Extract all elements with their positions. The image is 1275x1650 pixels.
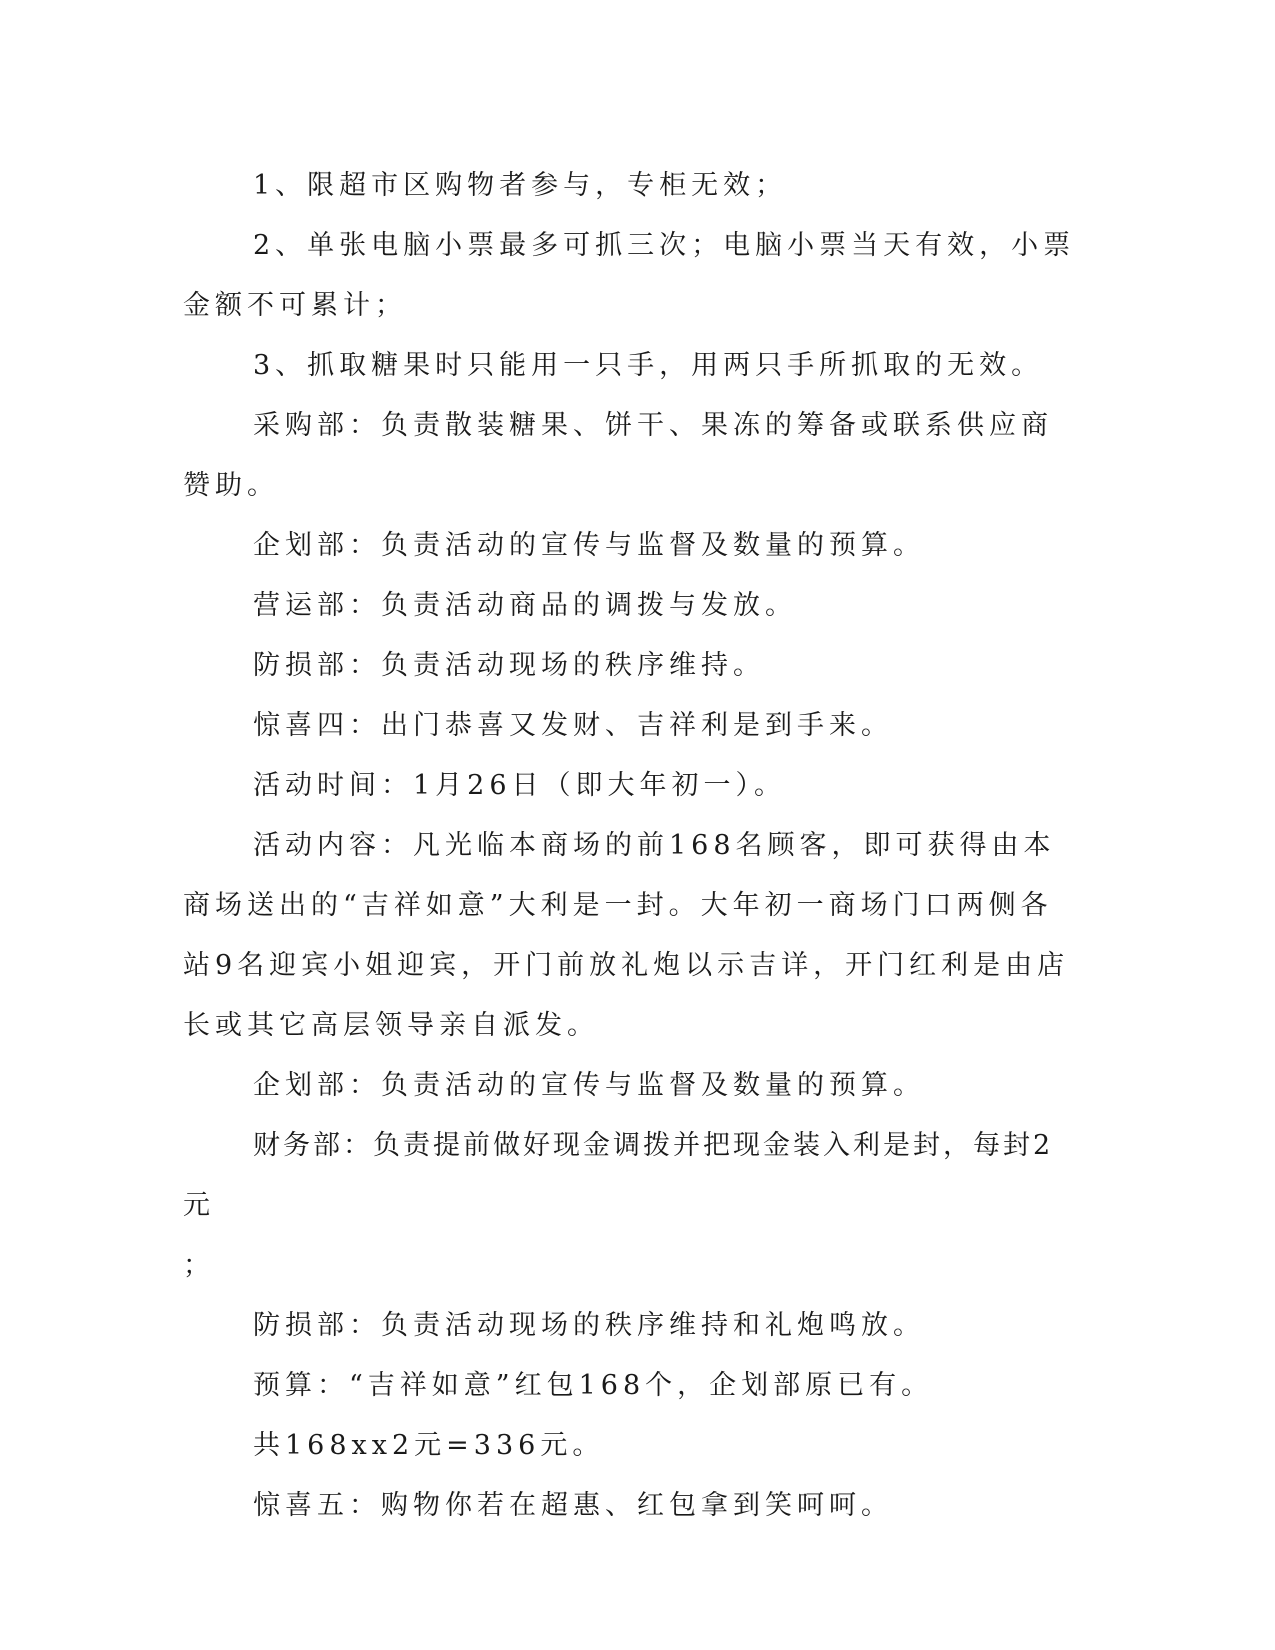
loss-prevention-paragraph: 防损部：负责活动现场的秩序维持。 — [253, 650, 765, 681]
planning-dept-paragraph-2: 企划部：负责活动的宣传与监督及数量的预算。 — [253, 1070, 925, 1101]
rule-1-paragraph: 1、限超市区购物者参与，专柜无效； — [253, 170, 788, 201]
finance-dept-continuation: ； — [183, 1250, 215, 1281]
rule-3-paragraph: 3、抓取糖果时只能用一只手，用两只手所抓取的无效。 — [253, 350, 1044, 381]
budget-paragraph: 预算：“吉祥如意”红包168个，企划部原已有。 — [253, 1370, 934, 1401]
finance-dept-paragraph: 财务部：负责提前做好现金调拨并把现金装入利是封，每封2元 — [183, 1130, 1054, 1221]
operations-dept-paragraph: 营运部：负责活动商品的调拨与发放。 — [253, 590, 797, 621]
surprise-five-heading: 惊喜五：购物你若在超惠、红包拿到笑呵呵。 — [253, 1490, 893, 1521]
activity-content-paragraph: 活动内容：凡光临本商场的前168名顾客，即可获得由本商场送出的“吉祥如意”大利是一封。大年初一商场门口两侧各站9名迎宾小姐迎宾，开门前放礼炮以示吉详，开门红利是由店长或其它高层领导亲自派发。 — [183, 830, 1070, 1041]
loss-prevention-paragraph-2: 防损部：负责活动现场的秩序维持和礼炮鸣放。 — [253, 1310, 925, 1341]
document-body — [183, 156, 1083, 1536]
planning-dept-paragraph: 企划部：负责活动的宣传与监督及数量的预算。 — [253, 530, 925, 561]
purchasing-dept-paragraph: 采购部：负责散装糖果、饼干、果冻的筹备或联系供应商赞助。 — [183, 410, 1053, 501]
surprise-four-heading: 惊喜四：出门恭喜又发财、吉祥利是到手来。 — [253, 710, 893, 741]
rule-2-paragraph: 2、单张电脑小票最多可抓三次；电脑小票当天有效，小票金额不可累计； — [183, 230, 1076, 321]
budget-total-paragraph: 共168xx2元=336元。 — [253, 1430, 605, 1461]
activity-time-paragraph: 活动时间：1月26日（即大年初一）。 — [253, 770, 787, 801]
